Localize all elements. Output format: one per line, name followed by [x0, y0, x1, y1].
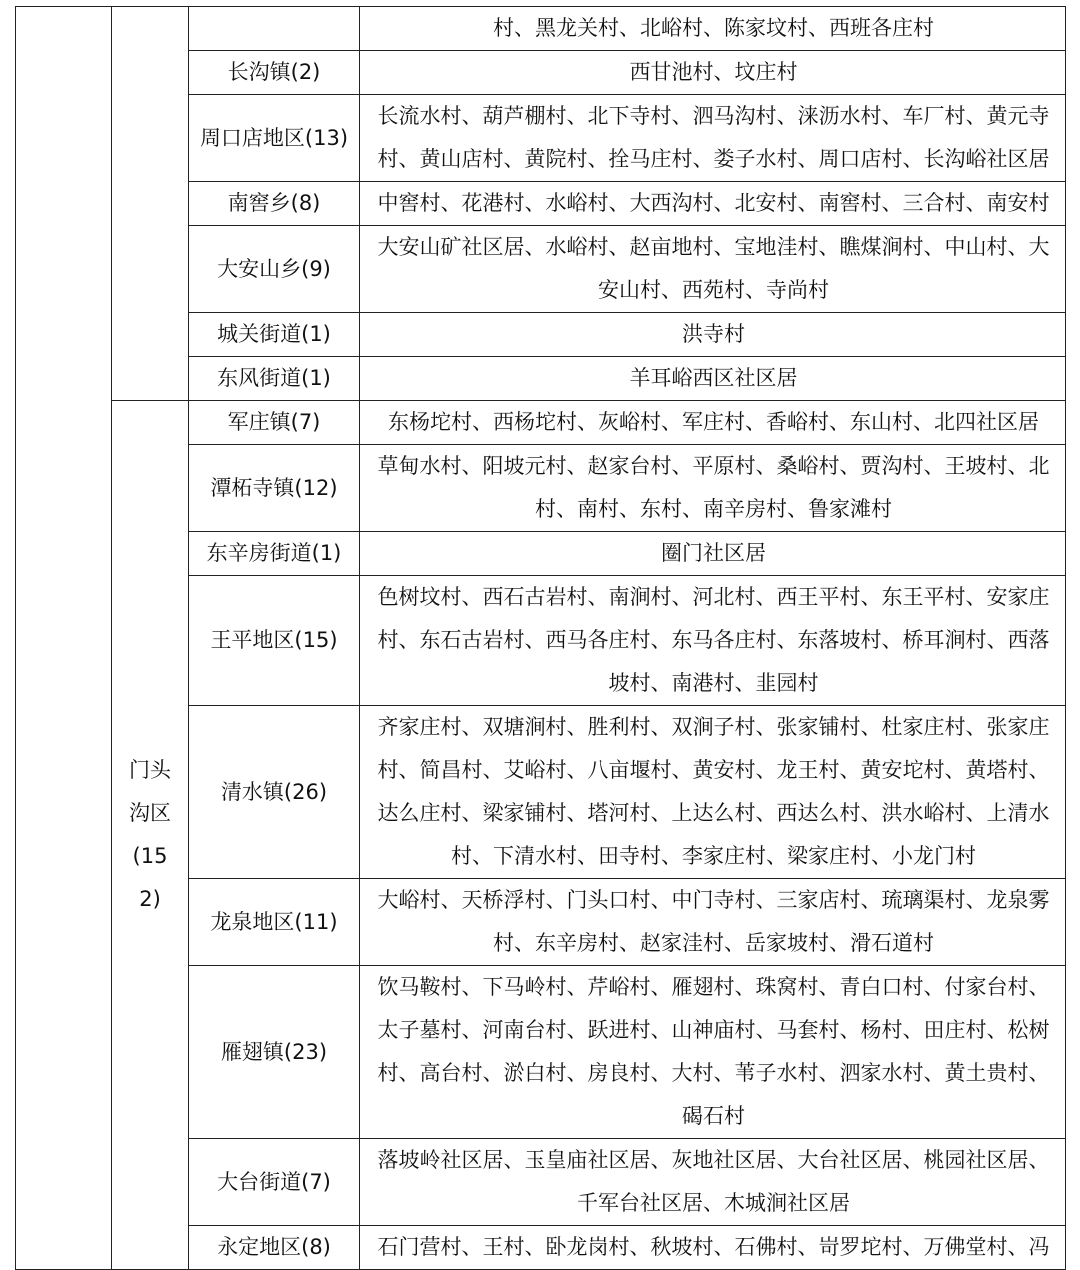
table-row — [16, 7, 1066, 51]
town-cell: 永定地区(8) — [189, 1226, 360, 1270]
town-cell: 大安山乡(9) — [189, 226, 360, 313]
village-table — [15, 6, 1066, 1270]
villages-cell: 中窖村、花港村、水峪村、大西沟村、北安村、南窖村、三合村、南安村 — [360, 182, 1066, 226]
district-cell-mentougou — [112, 401, 189, 1270]
villages-cell: 长流水村、葫芦棚村、北下寺村、泗马沟村、涞沥水村、车厂村、黄元寺村、黄山店村、黄院村、拴马庄村、娄子水村、周口店村、长沟峪社区居 — [360, 95, 1066, 182]
district-name — [127, 749, 173, 921]
villages-cell: 色树坟村、西石古岩村、南涧村、河北村、西王平村、东王平村、安家庄村、东石古岩村、西马各庄村、东马各庄村、东落坡村、桥耳涧村、西落坡村、南港村、韭园村 — [360, 576, 1066, 706]
town-cell — [189, 7, 360, 51]
villages-cell: 石门营村、王村、卧龙岗村、秋坡村、石佛村、岢罗坨村、万佛堂村、冯 — [360, 1226, 1066, 1270]
town-cell: 长沟镇(2) — [189, 51, 360, 95]
villages-cell: 村、黑龙关村、北峪村、陈家坟村、西班各庄村 — [360, 7, 1066, 51]
town-cell: 龙泉地区(11) — [189, 879, 360, 966]
villages-cell: 洪寺村 — [360, 313, 1066, 357]
town-cell: 城关街道(1) — [189, 313, 360, 357]
villages-cell: 西甘池村、坟庄村 — [360, 51, 1066, 95]
town-cell: 雁翅镇(23) — [189, 966, 360, 1139]
town-cell: 周口店地区(13) — [189, 95, 360, 182]
town-cell: 东辛房街道(1) — [189, 532, 360, 576]
villages-cell: 饮马鞍村、下马岭村、芹峪村、雁翅村、珠窝村、青白口村、付家台村、太子墓村、河南台村、跃进村、山神庙村、马套村、杨村、田庄村、松树村、高台村、淤白村、房良村、大村、苇子水村、泗家水村、黄土贵村、碣石村 — [360, 966, 1066, 1139]
town-cell: 军庄镇(7) — [189, 401, 360, 445]
villages-cell: 齐家庄村、双塘涧村、胜利村、双涧子村、张家铺村、杜家庄村、张家庄村、简昌村、艾峪村、八亩堰村、黄安村、龙王村、黄安坨村、黄塔村、达么庄村、梁家铺村、塔河村、上达么村、西达么村、洪水峪村、上清水村、下清水村、田寺村、李家庄村、梁家庄村、小龙门村 — [360, 706, 1066, 879]
town-cell: 王平地区(15) — [189, 576, 360, 706]
town-cell: 清水镇(26) — [189, 706, 360, 879]
district-cell-continued — [112, 7, 189, 401]
villages-cell: 羊耳峪西区社区居 — [360, 357, 1066, 401]
town-cell: 大台街道(7) — [189, 1139, 360, 1226]
town-cell: 南窖乡(8) — [189, 182, 360, 226]
district-count: (152) — [132, 844, 168, 911]
villages-cell: 圈门社区居 — [360, 532, 1066, 576]
district-name-line: 门头 — [129, 758, 171, 782]
region-cell — [16, 7, 112, 1270]
town-cell: 东风街道(1) — [189, 357, 360, 401]
villages-cell: 东杨坨村、西杨坨村、灰峪村、军庄村、香峪村、东山村、北四社区居 — [360, 401, 1066, 445]
district-name-line: 沟区 — [129, 801, 171, 825]
villages-cell: 草甸水村、阳坡元村、赵家台村、平原村、桑峪村、贾沟村、王坡村、北村、南村、东村、南辛房村、鲁家滩村 — [360, 445, 1066, 532]
villages-cell: 落坡岭社区居、玉皇庙社区居、灰地社区居、大台社区居、桃园社区居、千军台社区居、木城涧社区居 — [360, 1139, 1066, 1226]
town-cell: 潭柘寺镇(12) — [189, 445, 360, 532]
villages-cell: 大峪村、天桥浮村、门头口村、中门寺村、三家店村、琉璃渠村、龙泉雾村、东辛房村、赵家洼村、岳家坡村、滑石道村 — [360, 879, 1066, 966]
villages-cell: 大安山矿社区居、水峪村、赵亩地村、宝地洼村、瞧煤涧村、中山村、大安山村、西苑村、寺尚村 — [360, 226, 1066, 313]
table-row — [16, 401, 1066, 445]
